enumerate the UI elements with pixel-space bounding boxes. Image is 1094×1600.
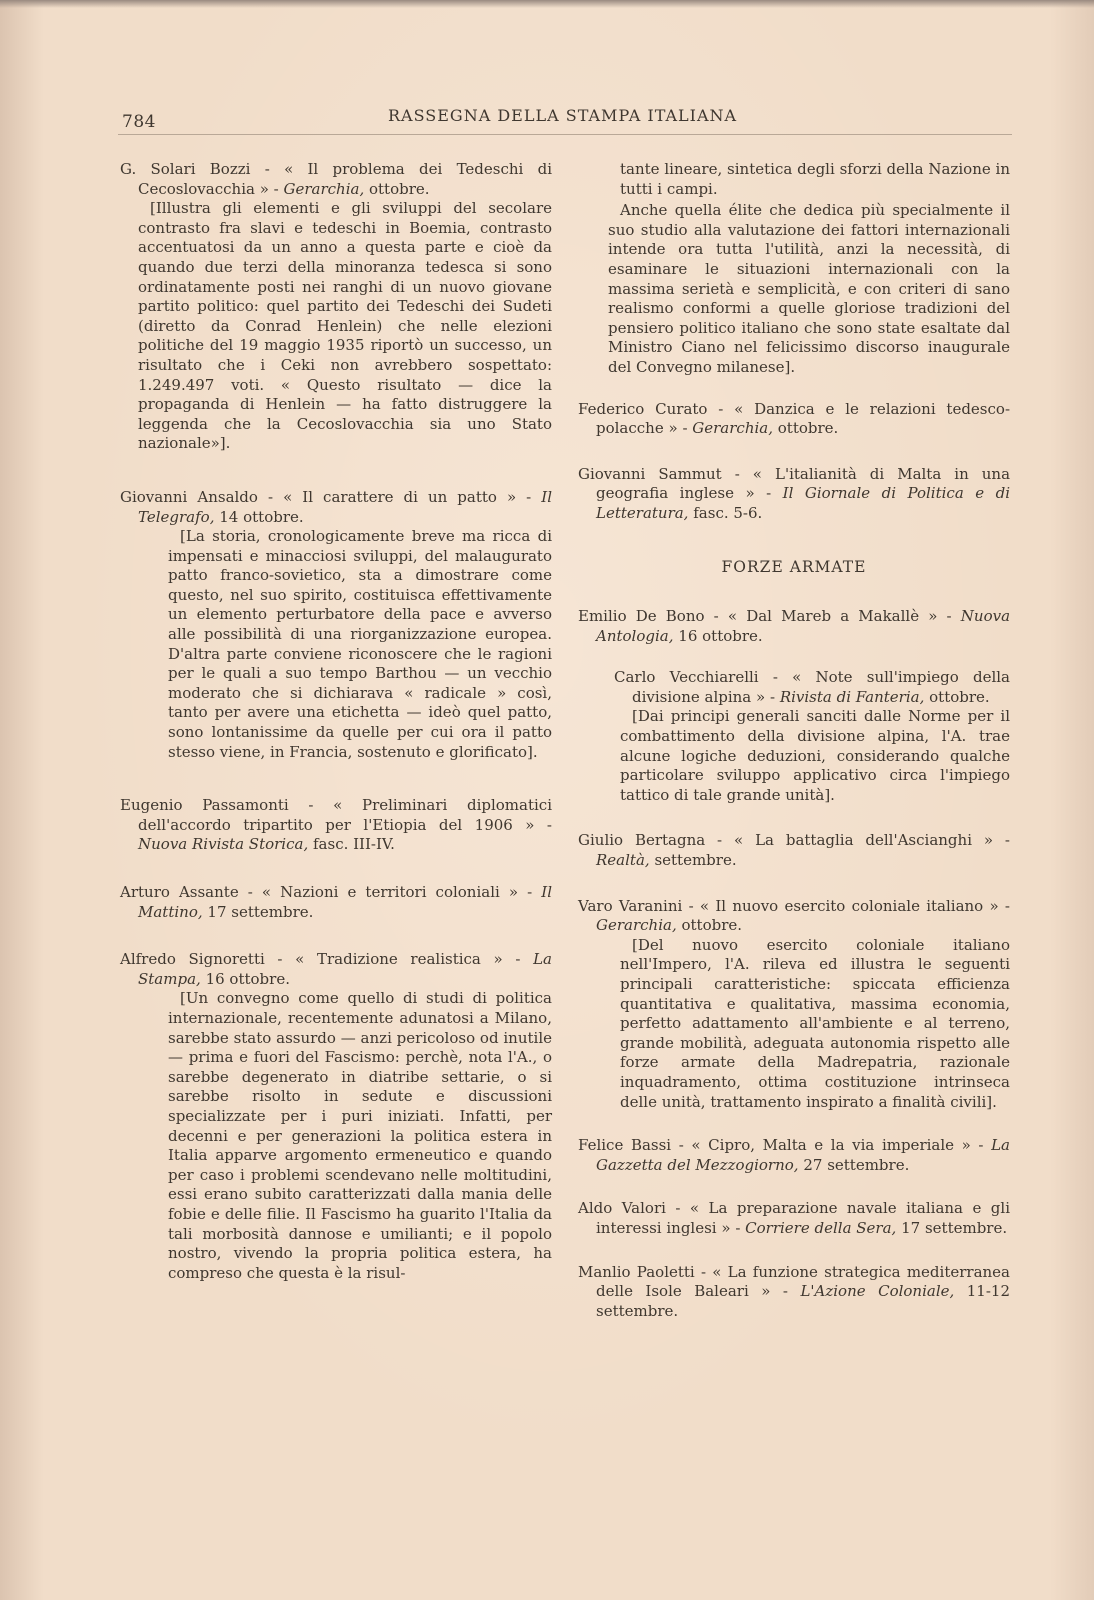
entry-date: 17 settembre.: [901, 1218, 1008, 1237]
citation: Felice Bassi - « Cipro, Malta e la via imperiale » - La Gazzetta del Mezzogiorno, 27 settembre.: [578, 1136, 1010, 1174]
entry-date: 17 settembre.: [207, 902, 314, 921]
entry-date: 16 ottobre.: [205, 969, 290, 988]
entry-date: ottobre.: [681, 916, 743, 935]
note-continuation: [578, 160, 1010, 378]
bibliography-entry: [578, 831, 1010, 870]
entry-source: L'Azione Coloniale,: [800, 1282, 955, 1301]
entry-author: Giovanni Ansaldo: [120, 487, 258, 506]
entry-source: Nuova Antologia,: [596, 607, 1011, 645]
bibliography-entry: [120, 950, 552, 1283]
section-title: FORZE ARMATE: [721, 557, 867, 576]
citation: Manlio Paoletti - « La funzione strategica mediterranea delle Isole Baleari » - L'Azione Coloniale, 11-12 settembre.: [578, 1262, 1011, 1320]
entry-title: « Cipro, Malta e la via imperiale »: [691, 1136, 971, 1155]
citation: Eugenio Passamonti - « Preliminari diplomatici dell'accordo tripartito per l'Etiopia del 1906 » - Nuova Rivista Storica, fasc. III-IV.: [120, 796, 552, 854]
bibliography-entry: [120, 796, 552, 855]
entry-source: Nuova Rivista Storica,: [138, 835, 309, 854]
right-column: [578, 160, 1010, 1349]
entry-author: Alfredo Signoretti: [120, 950, 265, 969]
entry-title: « Nazioni e territori coloniali »: [261, 883, 519, 901]
entry-date: 27 settembre.: [803, 1155, 910, 1174]
bibliography-entry: [578, 607, 1010, 646]
entry-author: G. Solari Bozzi: [120, 160, 251, 178]
bibliography-entry: [120, 883, 552, 922]
entry-title: « Note sull'impiego della divisione alpina »: [632, 668, 1010, 706]
entry-title: « Dal Mareb a Makallè »: [727, 607, 938, 626]
entry-author: Manlio Paoletti: [578, 1262, 695, 1281]
entry-note: [Un convegno come quello di studi di politica internazionale, recentemente adunatosi a Milano, sarebbe stato assurdo — anzi pericoloso od inutile — prima e fuori del Fascismo: perchè, nota l'A., o sarebbe degenerato in diatribe settarie, o si sarebbe risolto in sedute e discussioni specializzate per i puri iniziati. Infatti, per decenni e per generazioni la politica estera in Italia apparve argomento ermeneutico e quando per caso i problemi scendevano nelle moltitudini, essi erano subito caratterizzati dalla mania delle fobie e delle filie. Il Fascismo ha guarito l'Italia da tali morbosità dannose e umilianti; e il popolo nostro, vivendo la propria politica estera, ha compreso che questa è la risul-: [168, 989, 552, 1282]
entry-author: Aldo Valori: [578, 1199, 666, 1218]
page-number: 784: [122, 112, 156, 132]
citation: Alfredo Signoretti - « Tradizione realistica » - La Stampa, 16 ottobre.: [120, 950, 552, 988]
entry-date: settembre.: [654, 851, 737, 870]
entry-date: fasc. III-IV.: [313, 835, 395, 854]
entry-title: « Danzica e le relazioni tedesco-polacche »: [596, 399, 1011, 438]
citation: Giovanni Ansaldo - « Il carattere di un patto » - Il Telegrafo, 14 ottobre.: [120, 487, 553, 526]
citation: Federico Curato - « Danzica e le relazioni tedesco-polacche » - Gerarchia, ottobre.: [578, 399, 1011, 438]
entry-date: ottobre.: [777, 419, 839, 438]
citation: Emilio De Bono - « Dal Mareb a Makallè » - Nuova Antologia, 16 ottobre.: [578, 607, 1011, 645]
entry-date: 11-12 settembre.: [596, 1282, 1011, 1320]
bibliography-entry: [120, 160, 552, 454]
running-title: RASSEGNA DELLA STAMPA ITALIANA: [388, 106, 738, 125]
entry-title: « Il problema dei Tedeschi di Cecoslovacchia »: [138, 160, 552, 198]
entry-title: « L'italianità di Malta in una geografia inglese »: [596, 464, 1011, 503]
entry-source: Il Telegrafo,: [138, 487, 553, 526]
entry-title: « Il carattere di un patto »: [283, 487, 517, 506]
entry-date: ottobre.: [929, 687, 990, 706]
entry-source: Il Mattino,: [138, 883, 552, 921]
bibliography-entry: [578, 400, 1010, 439]
bibliography-entry: [578, 1136, 1010, 1175]
entry-author: Giovanni Sammut: [578, 464, 722, 483]
entry-source: Gerarchia,: [283, 179, 365, 198]
entry-source: Gerarchia,: [692, 419, 773, 438]
entry-note: [Illustra gli elementi e gli sviluppi del secolare contrasto fra slavi e tedeschi in Boemia, contrasto accentuatosi da un anno a questa parte e cioè da quando due terzi della minoranza tedesca si sono ordinatamente posti nei ranghi di un nuovo giovane partito politico: quel partito dei Tedeschi dei Sudeti (diretto da Conrad Henlein) che nelle elezioni politiche del 19 maggio 1935 riportò un successo, un risultato che i Ceki non avrebbero sospettato: 1.249.497 voti. « Questo risultato — dice la propaganda di Henlein — ha fatto distruggere la leggenda che la Cecoslovacchia sia uno Stato nazionale»].: [138, 199, 552, 453]
entry-source: Rivista di Fanteria,: [779, 687, 925, 706]
bibliography-entry: [120, 488, 552, 762]
entry-source: Corriere della Sera,: [745, 1218, 897, 1237]
bibliography-entry: [578, 465, 1010, 524]
left-column: [120, 160, 552, 1311]
entry-note: [Dai principi generali sanciti dalle Norme per il combattimento della divisione alpina, l'A. trae alcune logiche deduzioni, considerando qualche particolare sviluppo applicativo circa l'impiego tattico di tale grande unità].: [620, 707, 1010, 804]
continuation-text: tante lineare, sintetica degli sforzi della Nazione in tutti i campi.: [620, 160, 1010, 198]
entry-source: La Gazzetta del Mezzogiorno,: [596, 1136, 1010, 1174]
entry-date: ottobre.: [369, 179, 430, 198]
entry-author: Arturo Assante: [120, 883, 239, 901]
entry-author: Felice Bassi: [578, 1136, 672, 1155]
page-header: [118, 100, 1012, 135]
entry-author: Federico Curato: [578, 399, 708, 418]
entry-title: « Tradizione realistica »: [295, 950, 503, 969]
entry-author: Eugenio Passamonti: [120, 796, 289, 815]
entry-title: « Preliminari diplomatici dell'accordo tripartito per l'Etiopia del 1906 »: [138, 796, 552, 834]
citation: Carlo Vecchiarelli - « Note sull'impiego della divisione alpina » - Rivista di Fanteria, ottobre.: [614, 668, 1010, 706]
entry-date: fasc. 5-6.: [693, 503, 763, 522]
entry-author: Giulio Bertagna: [578, 831, 706, 850]
bibliography-entry: [578, 668, 1010, 805]
citation: Aldo Valori - « La preparazione navale italiana e gli interessi inglesi » - Corriere della Sera, 17 settembre.: [578, 1199, 1010, 1237]
entry-title: « La funzione strategica mediterranea delle Isole Baleari »: [596, 1262, 1011, 1301]
bibliography-entry: [578, 1199, 1010, 1238]
citation: Arturo Assante - « Nazioni e territori coloniali » - Il Mattino, 17 settembre.: [120, 883, 552, 921]
entry-date: 14 ottobre.: [219, 507, 304, 526]
entry-author: Emilio De Bono: [578, 607, 705, 626]
entry-author: Varo Varanini: [578, 896, 683, 915]
continuation-paragraph: Anche quella élite che dedica più specialmente il suo studio alla valutazione dei fattori internazionali intende ora tutta l'utilità, anzi la necessità, di esaminare le situazioni internazionali con la massima serietà e semplicità, e con criteri di sano realismo conformi a quelle gloriose tradizioni del pensiero politico italiano che sono state esaltate dal Ministro Ciano nel felicissimo discorso inaugurale del Convegno milanese].: [608, 201, 1010, 376]
entry-source: Gerarchia,: [596, 916, 677, 935]
entry-source: Realtà,: [596, 851, 650, 870]
entry-date: 16 ottobre.: [678, 626, 763, 645]
citation: Giovanni Sammut - « L'italianità di Malta in una geografia inglese » - Il Giornale di Politica e di Letteratura, fasc. 5-6.: [578, 464, 1011, 522]
entry-note: [Del nuovo esercito coloniale italiano nell'Impero, l'A. rileva ed illustra le seguenti principali caratteristiche: spiccata efficienza quantitativa e qualitativa, massima economia, perfetto adattamento all'ambiente e al terreno, grande mobilità, adeguata autonomia rispetto alle forze armate della Madrepatria, razionale inquadramento, ottima costituzione intrinseca delle unità, trattamento inspirato a finalità civili].: [620, 935, 1010, 1111]
entry-title: « La preparazione navale italiana e gli interessi inglesi »: [596, 1199, 1010, 1237]
scan-top-edge: [0, 0, 1094, 8]
entry-author: Carlo Vecchiarelli: [614, 668, 759, 687]
bibliography-entry: [578, 1263, 1010, 1322]
entry-source: La Stampa,: [138, 950, 552, 988]
entry-note: [La storia, cronologicamente breve ma ricca di impensati e minacciosi sviluppi, del malaugurato patto franco-sovietico, sta a dimostrare come questo, nel suo spirito, costituisca effettivamente un elemento perturbatore della pace e avverso alle possibilità di una riorganizzazione europea. D'altra parte conviene riconoscere che le ragioni per le quali a suo tempo Barthou — un vecchio moderato che si dichiarava « radicale » così, tanto per avere una etichetta — ideò quel patto, sono lontanissime da quelle per cui ora il patto stesso viene, in Francia, sostenuto e glorificato].: [168, 527, 552, 761]
entry-source: Il Giornale di Politica e di Letteratura,: [596, 484, 1010, 522]
citation: Varo Varanini - « Il nuovo esercito coloniale italiano » - Gerarchia, ottobre.: [578, 896, 1010, 935]
entry-title: « La battaglia dell'Ascianghi »: [734, 831, 994, 850]
citation: G. Solari Bozzi - « Il problema dei Tedeschi di Cecoslovacchia » - Gerarchia, ottobre.: [120, 160, 552, 198]
bibliography-entry: [578, 897, 1010, 1113]
entry-title: « Il nuovo esercito coloniale italiano »: [699, 896, 999, 915]
citation: Giulio Bertagna - « La battaglia dell'Ascianghi » - Realtà, settembre.: [578, 831, 1010, 870]
